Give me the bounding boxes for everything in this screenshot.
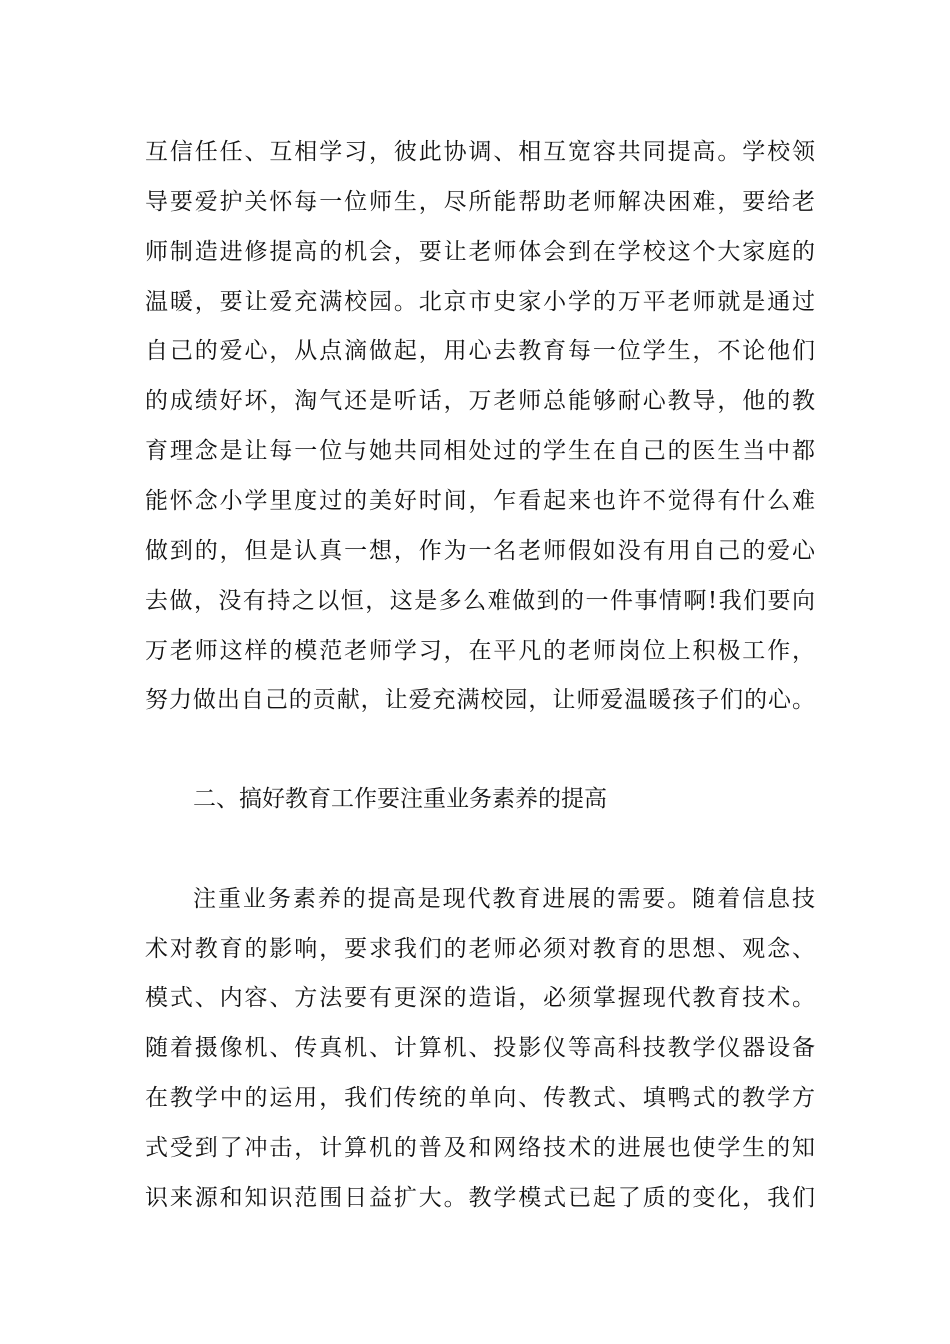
paragraph-2-line-5: 在教学中的运用，我们传统的单向、传教式、填鸭式的教学方 — [145, 1085, 815, 1111]
paragraph-2-line-2: 术对教育的影响，要求我们的老师必须对教育的思想、观念、 — [145, 936, 815, 962]
paragraph-2-line-3: 模式、内容、方法要有更深的造诣，必须掌握现代教育技术。 — [145, 985, 815, 1011]
paragraph-1-line-8: 能怀念小学里度过的美好时间，乍看起来也许不觉得有什么难 — [145, 488, 815, 514]
paragraph-1-line-2: 导要爱护关怀每一位师生，尽所能帮助老师解决困难，要给老 — [145, 189, 815, 215]
paragraph-1-line-5: 自己的爱心，从点滴做起，用心去教育每一位学生，不论他们 — [145, 338, 815, 364]
paragraph-1-line-6: 的成绩好坏，淘气还是听话，万老师总能够耐心教导，他的教 — [145, 388, 815, 414]
paragraph-2-line-1: 注重业务素养的提高是现代教育进展的需要。随着信息技 — [193, 886, 815, 912]
paragraph-1-line-12: 努力做出自己的贡献，让爱充满校园，让师爱温暖孩子们的心。 — [145, 687, 815, 713]
paragraph-1-line-10: 去做，没有持之以恒，这是多么难做到的一件事情啊!我们要向 — [145, 588, 815, 614]
paragraph-2-line-4: 随着摄像机、传真机、计算机、投影仪等高科技教学仪器设备 — [145, 1035, 815, 1061]
paragraph-1-line-3: 师制造进修提高的机会，要让老师体会到在学校这个大家庭的 — [145, 239, 815, 265]
paragraph-1-line-7: 育理念是让每一位与她共同相处过的学生在自己的医生当中都 — [145, 438, 815, 464]
paragraph-1-line-9: 做到的，但是认真一想，作为一名老师假如没有用自己的爱心 — [145, 538, 815, 564]
paragraph-1-line-4: 温暖，要让爱充满校园。北京市史家小学的万平老师就是通过 — [145, 289, 815, 315]
section-heading: 二、搞好教育工作要注重业务素养的提高 — [193, 786, 607, 812]
paragraph-2-line-7: 识来源和知识范围日益扩大。教学模式已起了质的变化，我们 — [145, 1185, 815, 1211]
paragraph-1-line-11: 万老师这样的模范老师学习，在平凡的老师岗位上积极工作， — [145, 638, 815, 664]
paragraph-2-line-6: 式受到了冲击，计算机的普及和网络技术的进展也使学生的知 — [145, 1135, 815, 1161]
paragraph-1-line-1: 互信任任、互相学习，彼此协调、相互宽容共同提高。学校领 — [145, 139, 815, 165]
